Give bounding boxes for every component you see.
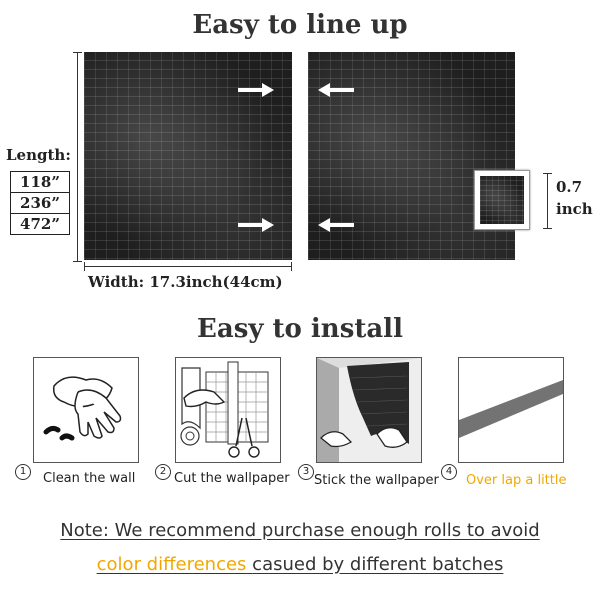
swatch-sample	[474, 170, 530, 230]
note-highlight: color differences	[96, 554, 247, 575]
step-1-illustration	[33, 357, 139, 463]
step-number: 3	[298, 464, 314, 480]
length-label: Length:	[6, 146, 71, 164]
length-measure-line	[77, 52, 78, 262]
step-4-illustration	[458, 357, 564, 463]
arrow-left-icon	[318, 218, 354, 232]
cutting-wallpaper-icon	[176, 358, 280, 462]
note-rest: casued by different batches	[252, 554, 504, 575]
length-measure-cap-bottom	[73, 261, 82, 262]
step-number: 4	[441, 464, 457, 480]
length-option: 118”	[10, 171, 70, 193]
swatch-measure-cap-top	[543, 173, 552, 174]
note-line-2	[0, 554, 600, 575]
swatch-size-value: 0.7	[556, 178, 583, 196]
length-measure-cap-top	[73, 52, 82, 53]
width-label: Width: 17.3inch(44cm)	[88, 273, 283, 291]
step-number: 1	[15, 464, 31, 480]
length-option: 236”	[10, 192, 70, 214]
width-measure-cap-right	[291, 262, 292, 271]
step-caption: Cut the wallpaper	[174, 471, 290, 486]
width-measure-cap-left	[84, 262, 85, 271]
length-option: 472”	[10, 213, 70, 235]
heading-easy-line-up: Easy to line up	[192, 10, 408, 40]
arrow-right-icon	[238, 218, 274, 232]
swatch-measure-line	[547, 173, 548, 229]
swatch-size-unit: inch	[556, 200, 593, 218]
width-measure-line	[84, 266, 292, 267]
step-caption-highlight: Over lap a little	[466, 473, 567, 488]
step-2-illustration	[175, 357, 281, 463]
step-3-illustration	[316, 357, 422, 463]
step-caption: Stick the wallpaper	[314, 473, 439, 488]
overlap-edge-icon	[459, 358, 563, 462]
step-caption: Clean the wall	[43, 471, 136, 486]
step-number: 2	[155, 464, 171, 480]
cleaning-hand-icon	[34, 358, 138, 462]
sticking-wallpaper-icon	[317, 358, 421, 462]
arrow-right-icon	[238, 83, 274, 97]
note-line-1: Note: We recommend purchase enough rolls to avoid	[60, 520, 540, 541]
arrow-left-icon	[318, 83, 354, 97]
heading-easy-install: Easy to install	[197, 314, 403, 344]
swatch-measure-cap-bottom	[543, 228, 552, 229]
